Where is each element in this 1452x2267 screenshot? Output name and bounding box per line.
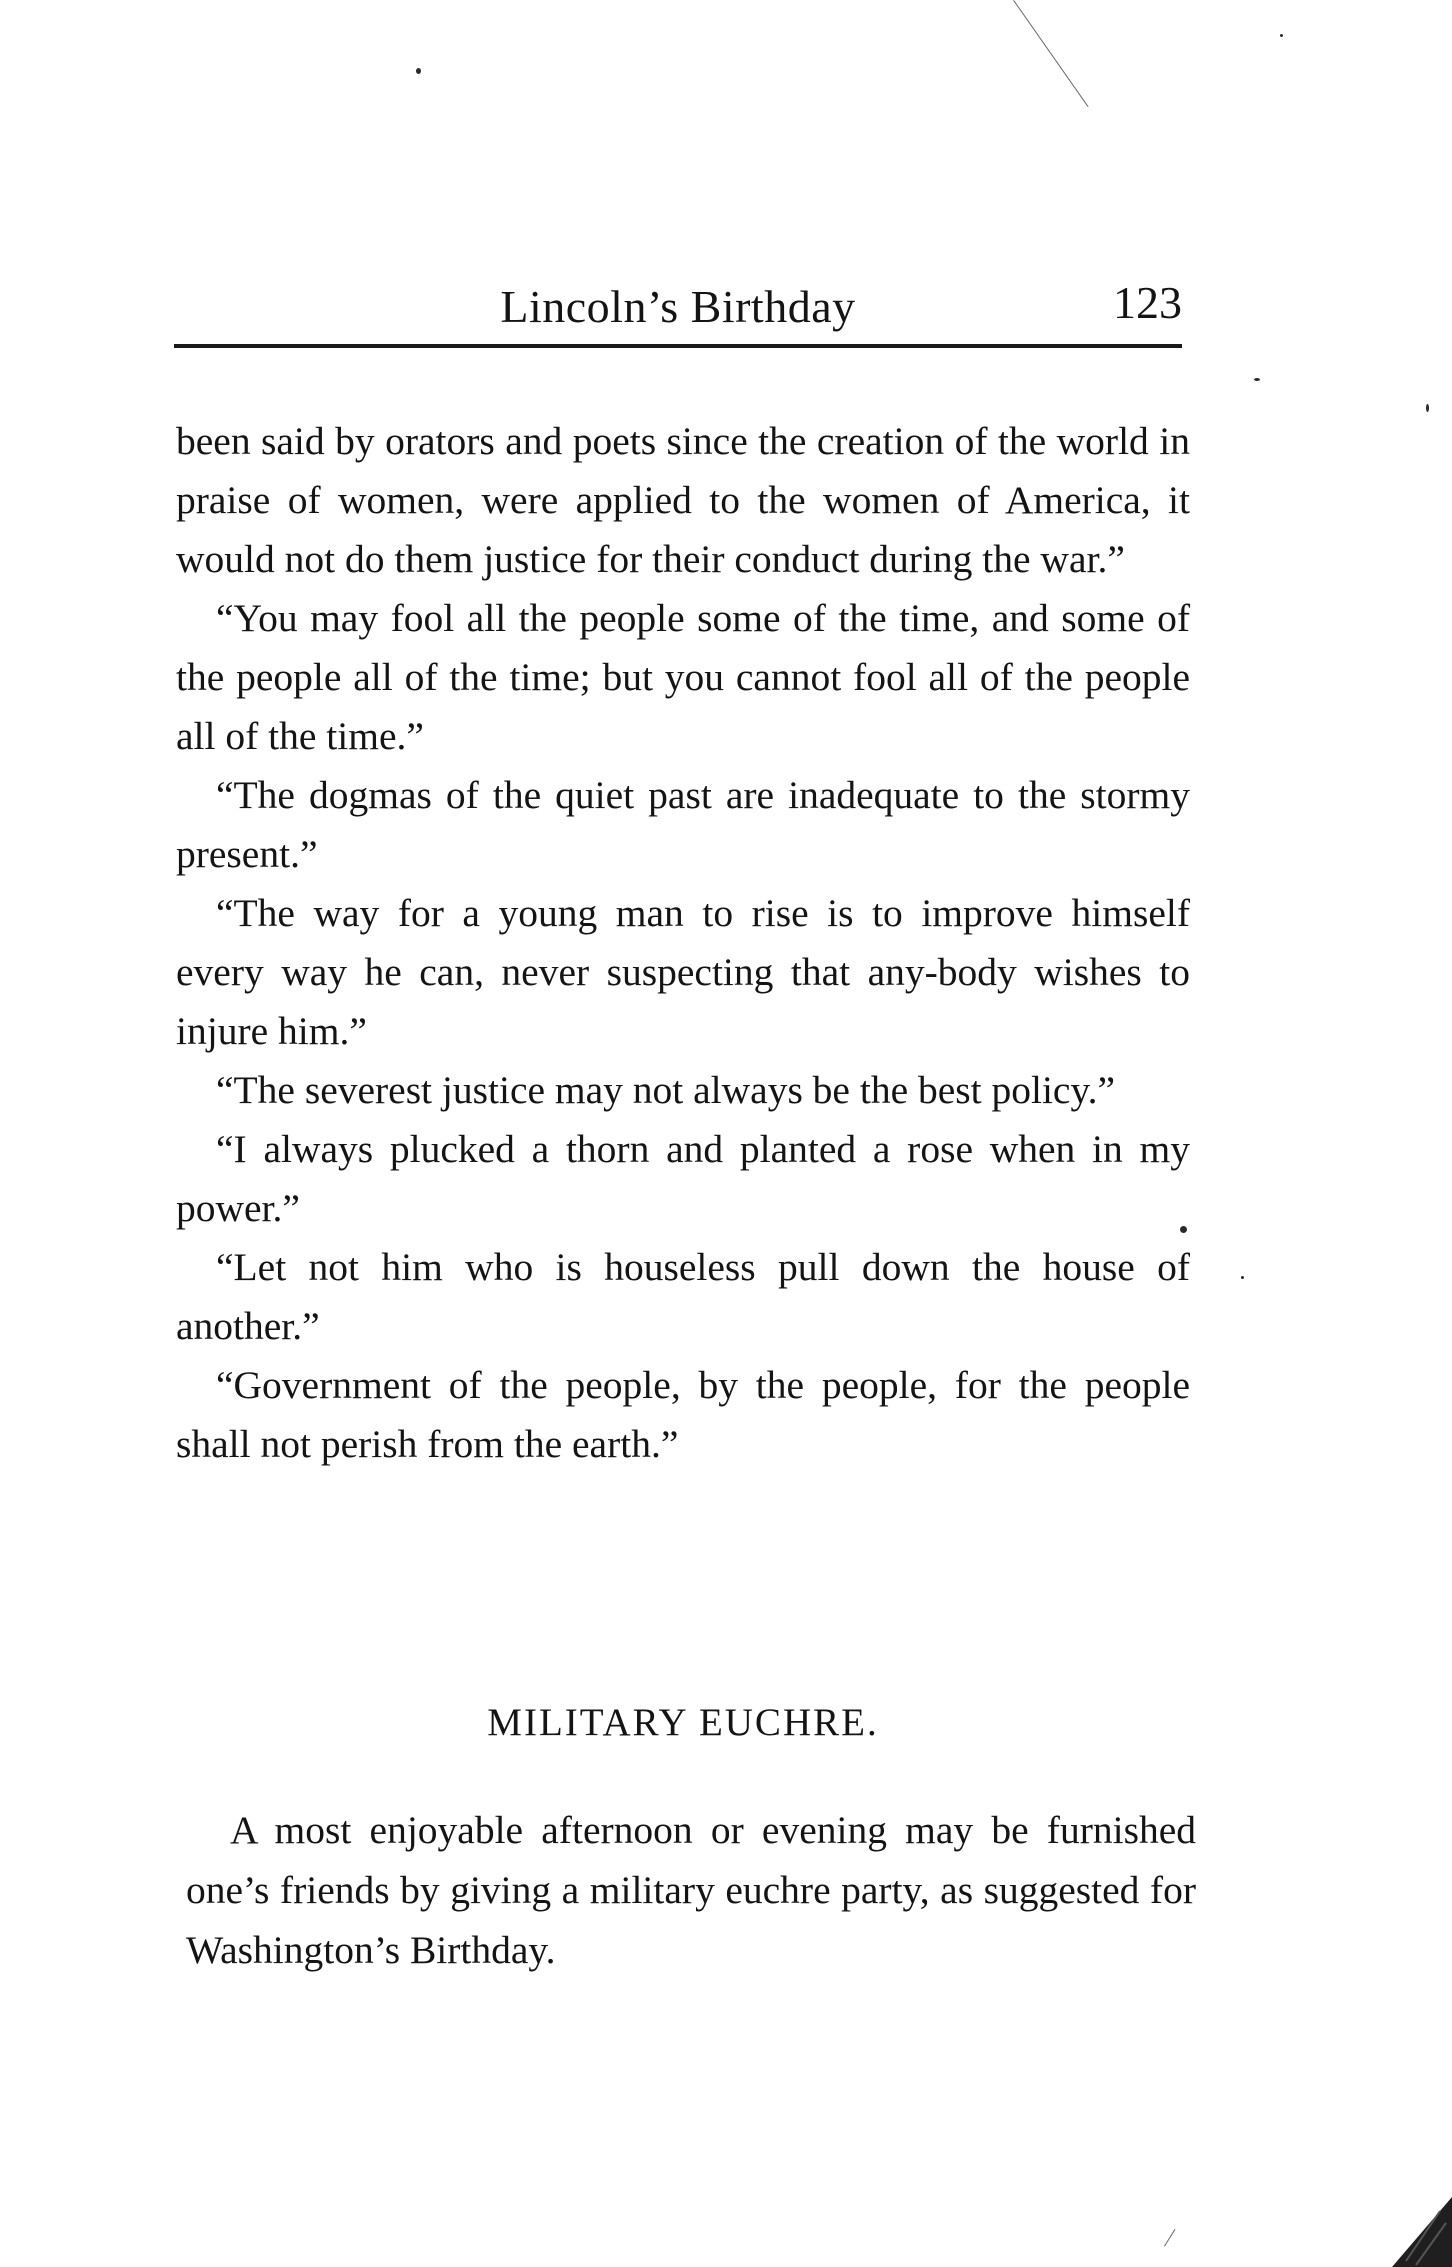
quote-paragraph: “Government of the people, by the people, for the people shall not perish from the earth.” [176, 1363, 1190, 1466]
quote-paragraph: “The severest justice may not always be the best policy.” [216, 1068, 1116, 1112]
section-body [186, 1800, 1196, 1980]
scan-speck [416, 68, 421, 74]
quote-paragraph: “The dogmas of the quiet past are inadequate to the stormy present.” [176, 773, 1190, 876]
page-corner-shadow [1392, 2197, 1452, 2267]
quote-paragraph: “Let not him who is houseless pull down the house of another.” [176, 1245, 1190, 1348]
scan-scratch [1013, 0, 1088, 107]
section-paragraph: A most enjoyable afternoon or evening may be furnished one’s friends by giving a military euchre party, as suggested for Washington’s Birthday. [186, 1808, 1196, 1972]
scan-speck [1254, 378, 1260, 381]
running-title: Lincoln’s Birthday [500, 281, 856, 332]
scan-speck [1180, 1226, 1187, 1233]
quotations-body [176, 412, 1190, 1474]
scan-speck [1426, 404, 1429, 412]
page-header [174, 270, 1182, 342]
page-number: 123 [1113, 277, 1182, 328]
quote-paragraph: “The way for a young man to rise is to improve himself every way he can, never suspecting that any-body wishes to injure him.” [176, 891, 1190, 1053]
quote-paragraph: “I always plucked a thorn and planted a rose when in my power.” [176, 1127, 1190, 1230]
section-heading: MILITARY EUCHRE. [487, 1701, 879, 1744]
quote-paragraph: “You may fool all the people some of the time, and some of the people all of the time; but you cannot fool all of the people all of the time.” [176, 596, 1190, 758]
scan-speck [1280, 34, 1283, 37]
header-rule [174, 344, 1182, 348]
scan-scratch [1164, 2229, 1175, 2246]
paragraph-continuation: been said by orators and poets since the creation of the world in praise of women, were applied to the women of America, it would not do them justice for their conduct during the war.” [176, 419, 1190, 581]
scan-speck [1241, 1276, 1244, 1279]
